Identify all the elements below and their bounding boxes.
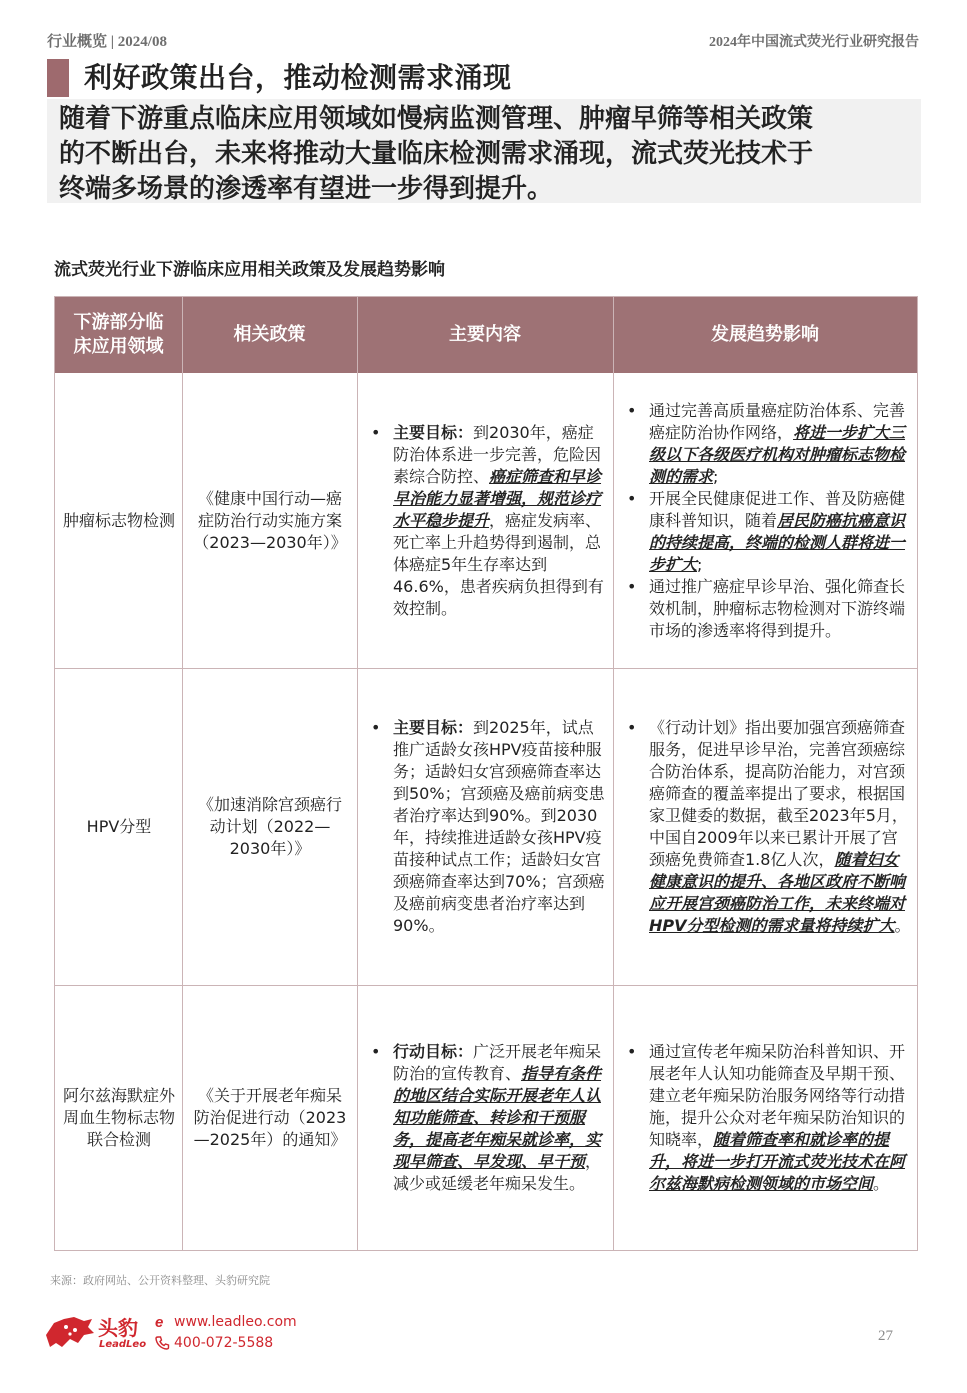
field-cell: HPV分型	[86, 817, 152, 836]
section-title: 流式荧光行业下游临床应用相关政策及发展趋势影响	[54, 260, 445, 280]
impact-cell	[621, 669, 911, 985]
title-accent-bar	[47, 59, 69, 97]
page-title: 利好政策出台，推动检测需求涌现	[84, 61, 512, 94]
header-impact: 发展趋势影响	[711, 324, 819, 345]
column-divider	[357, 297, 358, 1250]
svg-text:e: e	[155, 1314, 164, 1330]
policy-cell: 《加速消除宫颈癌行动计划（2022—2030年）》	[197, 795, 342, 858]
leopard-logo-icon	[44, 1313, 96, 1351]
summary-line: 的不断出台，未来将推动大量临床检测需求涌现，流式荧光技术于	[59, 139, 814, 169]
header-left: 行业概览 | 2024/08	[47, 34, 167, 50]
list-item: • 通过完善高质量癌症防治体系、完善癌症防治协作网络，将进一步扩大三级以下各级医疗机构对肿瘤标志物检测的需求;	[621, 400, 911, 488]
list-item: • 开展全民健康促进工作、普及防癌健康科普知识，随着居民防癌抗癌意识的持续提高，终端的检测人群将进一步扩大;	[621, 488, 911, 576]
page-number: 27	[878, 1328, 893, 1344]
browser-e-icon	[154, 1314, 170, 1330]
list-item: • 行动目标：广泛开展老年痴呆防治的宣传教育、指导有条件的地区结合实际开展老年人认知功能筛查、转诊和干预服务，提高老年痴呆就诊率，实现早筛查、早发现、早干预，减少或延缓老年痴呆发生。	[365, 1041, 607, 1195]
header-content: 主要内容	[449, 324, 521, 345]
policy-cell: 《关于开展老年痴呆防治促进行动（2023—2025年）的通知》	[193, 1086, 347, 1149]
column-divider	[182, 297, 183, 1250]
logo-text: 头豹	[98, 1316, 138, 1340]
impact-cell	[621, 373, 911, 668]
list-item: • 《行动计划》指出要加强宫颈癌筛查服务，促进早诊早治，完善宫颈癌综合防治体系，提高防治能力，对宫颈癌筛查的覆盖率提出了要求，根据国家卫健委的数据，截至2023年5月，中国自2009年以来已累计开展了宫颈癌免费筛查1.8亿人次，随着妇女健康意识的提升、各地区政府不断响应开展宫颈癌防治工作，未来终端对HPV分型检测的需求量将持续扩大。	[621, 717, 911, 937]
list-item: • 主要目标：到2025年，试点推广适龄女孩HPV疫苗接种服务；适龄妇女宫颈癌筛查率达到50%；宫颈癌及癌前病变患者治疗率达到90%。到2030年，持续推进适龄女孩HPV疫苗接种试点工作；适龄妇女宫颈癌筛查率达到70%；宫颈癌及癌前病变患者治疗率达到90%。	[365, 717, 607, 937]
content-cell	[365, 373, 607, 668]
phone-icon	[154, 1335, 170, 1351]
summary-box	[47, 99, 921, 203]
summary-line: 随着下游重点临床应用领域如慢病监测管理、肿瘤早筛等相关政策	[59, 104, 814, 134]
source-note: 来源：政府网站、公开资料整理、头豹研究院	[50, 1274, 270, 1287]
logo-subtext: LeadLeo	[99, 1339, 147, 1350]
phone-text: 400-072-5588	[174, 1335, 274, 1351]
content-cell	[365, 669, 607, 985]
field-cell: 肿瘤标志物检测	[63, 510, 176, 530]
header-policy: 相关政策	[233, 324, 306, 345]
website-link[interactable]	[154, 1314, 297, 1330]
list-item: • 主要目标：到2030年，癌症防治体系进一步完善，危险因素综合防控、癌症筛查和早诊早治能力显著增强，规范诊疗水平稳步提升，癌症发病率、死亡率上升趋势得到遏制，总体癌症5年生存率达到46.6%，患者疾病负担得到有效控制。	[365, 422, 607, 620]
phone-number	[154, 1335, 273, 1351]
field-cell: 阿尔兹海默症外周血生物标志物联合检测	[63, 1086, 176, 1149]
policy-table	[54, 296, 918, 1251]
list-item: • 通过推广癌症早诊早治、强化筛查长效机制，肿瘤标志物检测对下游终端市场的渗透率将得到提升。	[621, 576, 911, 642]
summary-line: 终端多场景的渗透率有望进一步得到提升。	[59, 174, 554, 204]
list-item: • 通过宣传老年痴呆防治科普知识、开展老年人认知功能筛查及早期干预、建立老年痴呆防治服务网络等行动措施，提升公众对老年痴呆防治知识的知晓率，随着筛查率和就诊率的提升，将进一步打开流式荧光技术在阿尔兹海默病检测领域的市场空间。	[621, 1041, 911, 1195]
policy-cell: 《健康中国行动—癌症防治行动实施方案（2023—2030年）》	[193, 488, 347, 552]
impact-cell	[621, 986, 911, 1250]
header-right: 2024年中国流式荧光行业研究报告	[709, 35, 919, 50]
website-text: www.leadleo.com	[174, 1314, 297, 1330]
column-divider	[613, 297, 614, 1250]
header-field: 下游部分临床应用领域	[73, 312, 164, 357]
content-cell	[365, 986, 607, 1250]
